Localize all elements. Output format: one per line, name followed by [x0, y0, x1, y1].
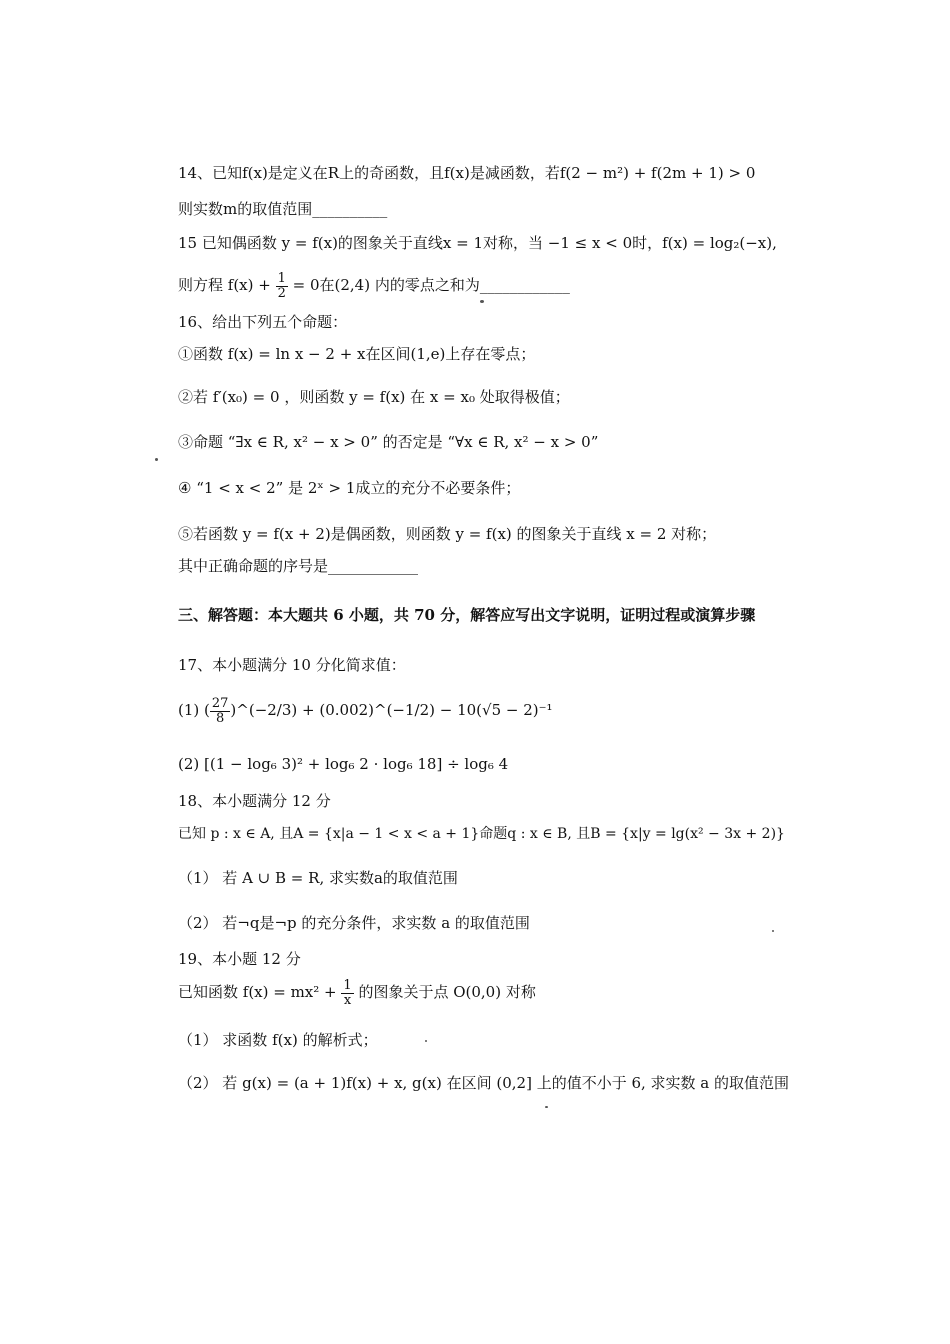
q15-line1: 15 已知偶函数 y = f(x)的图象关于直线x = 1对称，当 −1 ≤ x < 0时，f(x) = log₂(−x), [178, 234, 777, 252]
q17-fraction-num: 27 [211, 695, 229, 711]
q17-fraction-den: 8 [216, 710, 225, 726]
scan-speck [545, 1106, 548, 1108]
q19-part2: （2） 若 g(x) = (a + 1)f(x) + x, g(x) 在区间 (0,2] 上的值不小于 6, 求实数 a 的取值范围 [178, 1074, 790, 1092]
q16-item-4: ④ “1 < x < 2” 是 2ˣ > 1成立的充分不必要条件； [178, 479, 521, 497]
q17-part1 [178, 690, 553, 730]
q16-item-5: ⑤若函数 y = f(x + 2)是偶函数，则函数 y = f(x) 的图象关于直线 x = 2 对称； [178, 525, 717, 543]
section3-heading: 三、解答题：本大题共 6 小题，共 70 分，解答应写出文字说明，证明过程或演算步骤 [178, 606, 756, 624]
q19-stem-pre: 已知函数 f(x) = mx² + [178, 983, 342, 1001]
q16-intro: 16、给出下列五个命题： [178, 313, 348, 331]
scan-speck [425, 1040, 427, 1042]
q19-stem-post: 的图象关于点 O(0,0) 对称 [353, 983, 536, 1001]
q19-fraction [341, 979, 353, 1008]
q15-line2-post: = 0在(2,4) 内的零点之和为____________ [287, 276, 570, 294]
q16-item-1: ①函数 f(x) = ln x − 2 + x在区间(1,e)上存在零点； [178, 345, 536, 363]
q15-line2 [178, 268, 570, 302]
q16-item-3: ③命题 “∃x ∈ R, x² − x > 0” 的否定是 “∀x ∈ R, x² − x > 0” [178, 433, 599, 451]
q18-part1: （1） 若 A ∪ B = R, 求实数a的取值范围 [178, 869, 458, 887]
q14-line2: 则实数m的取值范围__________ [178, 200, 388, 218]
q18-stem: 已知 p : x ∈ A, 且A = {x|a − 1 < x < a + 1}命题q : x ∈ B, 且B = {x|y = lg(x² − 3x + 2)} [178, 826, 785, 842]
scan-speck [480, 300, 484, 303]
q15-fraction-den: 2 [277, 285, 286, 301]
q15-fraction-num: 1 [277, 270, 286, 286]
q15-fraction [276, 272, 288, 301]
q16-answer: 其中正确命题的序号是____________ [178, 557, 419, 575]
q18-title: 18、本小题满分 12 分 [178, 792, 331, 810]
q17-part1-pre: (1) ( [178, 701, 210, 719]
q14-line1: 14、已知f(x)是定义在R上的奇函数，且f(x)是减函数，若f(2 − m²) + f(2m + 1) > 0 [178, 164, 756, 182]
q17-part2: (2) [(1 − log₆ 3)² + log₆ 2 · log₆ 18] ÷ log₆ 4 [178, 755, 509, 773]
q19-title: 19、本小题 12 分 [178, 950, 301, 968]
q19-fraction-den: x [343, 992, 352, 1008]
q18-part2: （2） 若¬q是¬p 的充分条件，求实数 a 的取值范围 [178, 914, 530, 932]
q17-title: 17、本小题满分 10 分化简求值： [178, 656, 406, 674]
q15-line2-pre: 则方程 f(x) + [178, 276, 276, 294]
scan-speck [155, 458, 158, 461]
q16-item-2: ②若 f′(x₀) = 0 ，则函数 y = f(x) 在 x = x₀ 处取得极值； [178, 388, 570, 406]
scan-speck [772, 930, 774, 932]
q17-part1-post: )^(−2/3) + (0.002)^(−1/2) − 10(√5 − 2)⁻¹ [230, 701, 553, 719]
q19-part1: （1） 求函数 f(x) 的解析式； [178, 1031, 378, 1049]
q19-stem [178, 974, 536, 1010]
q19-fraction-num: 1 [343, 977, 352, 993]
q17-fraction [210, 697, 231, 726]
